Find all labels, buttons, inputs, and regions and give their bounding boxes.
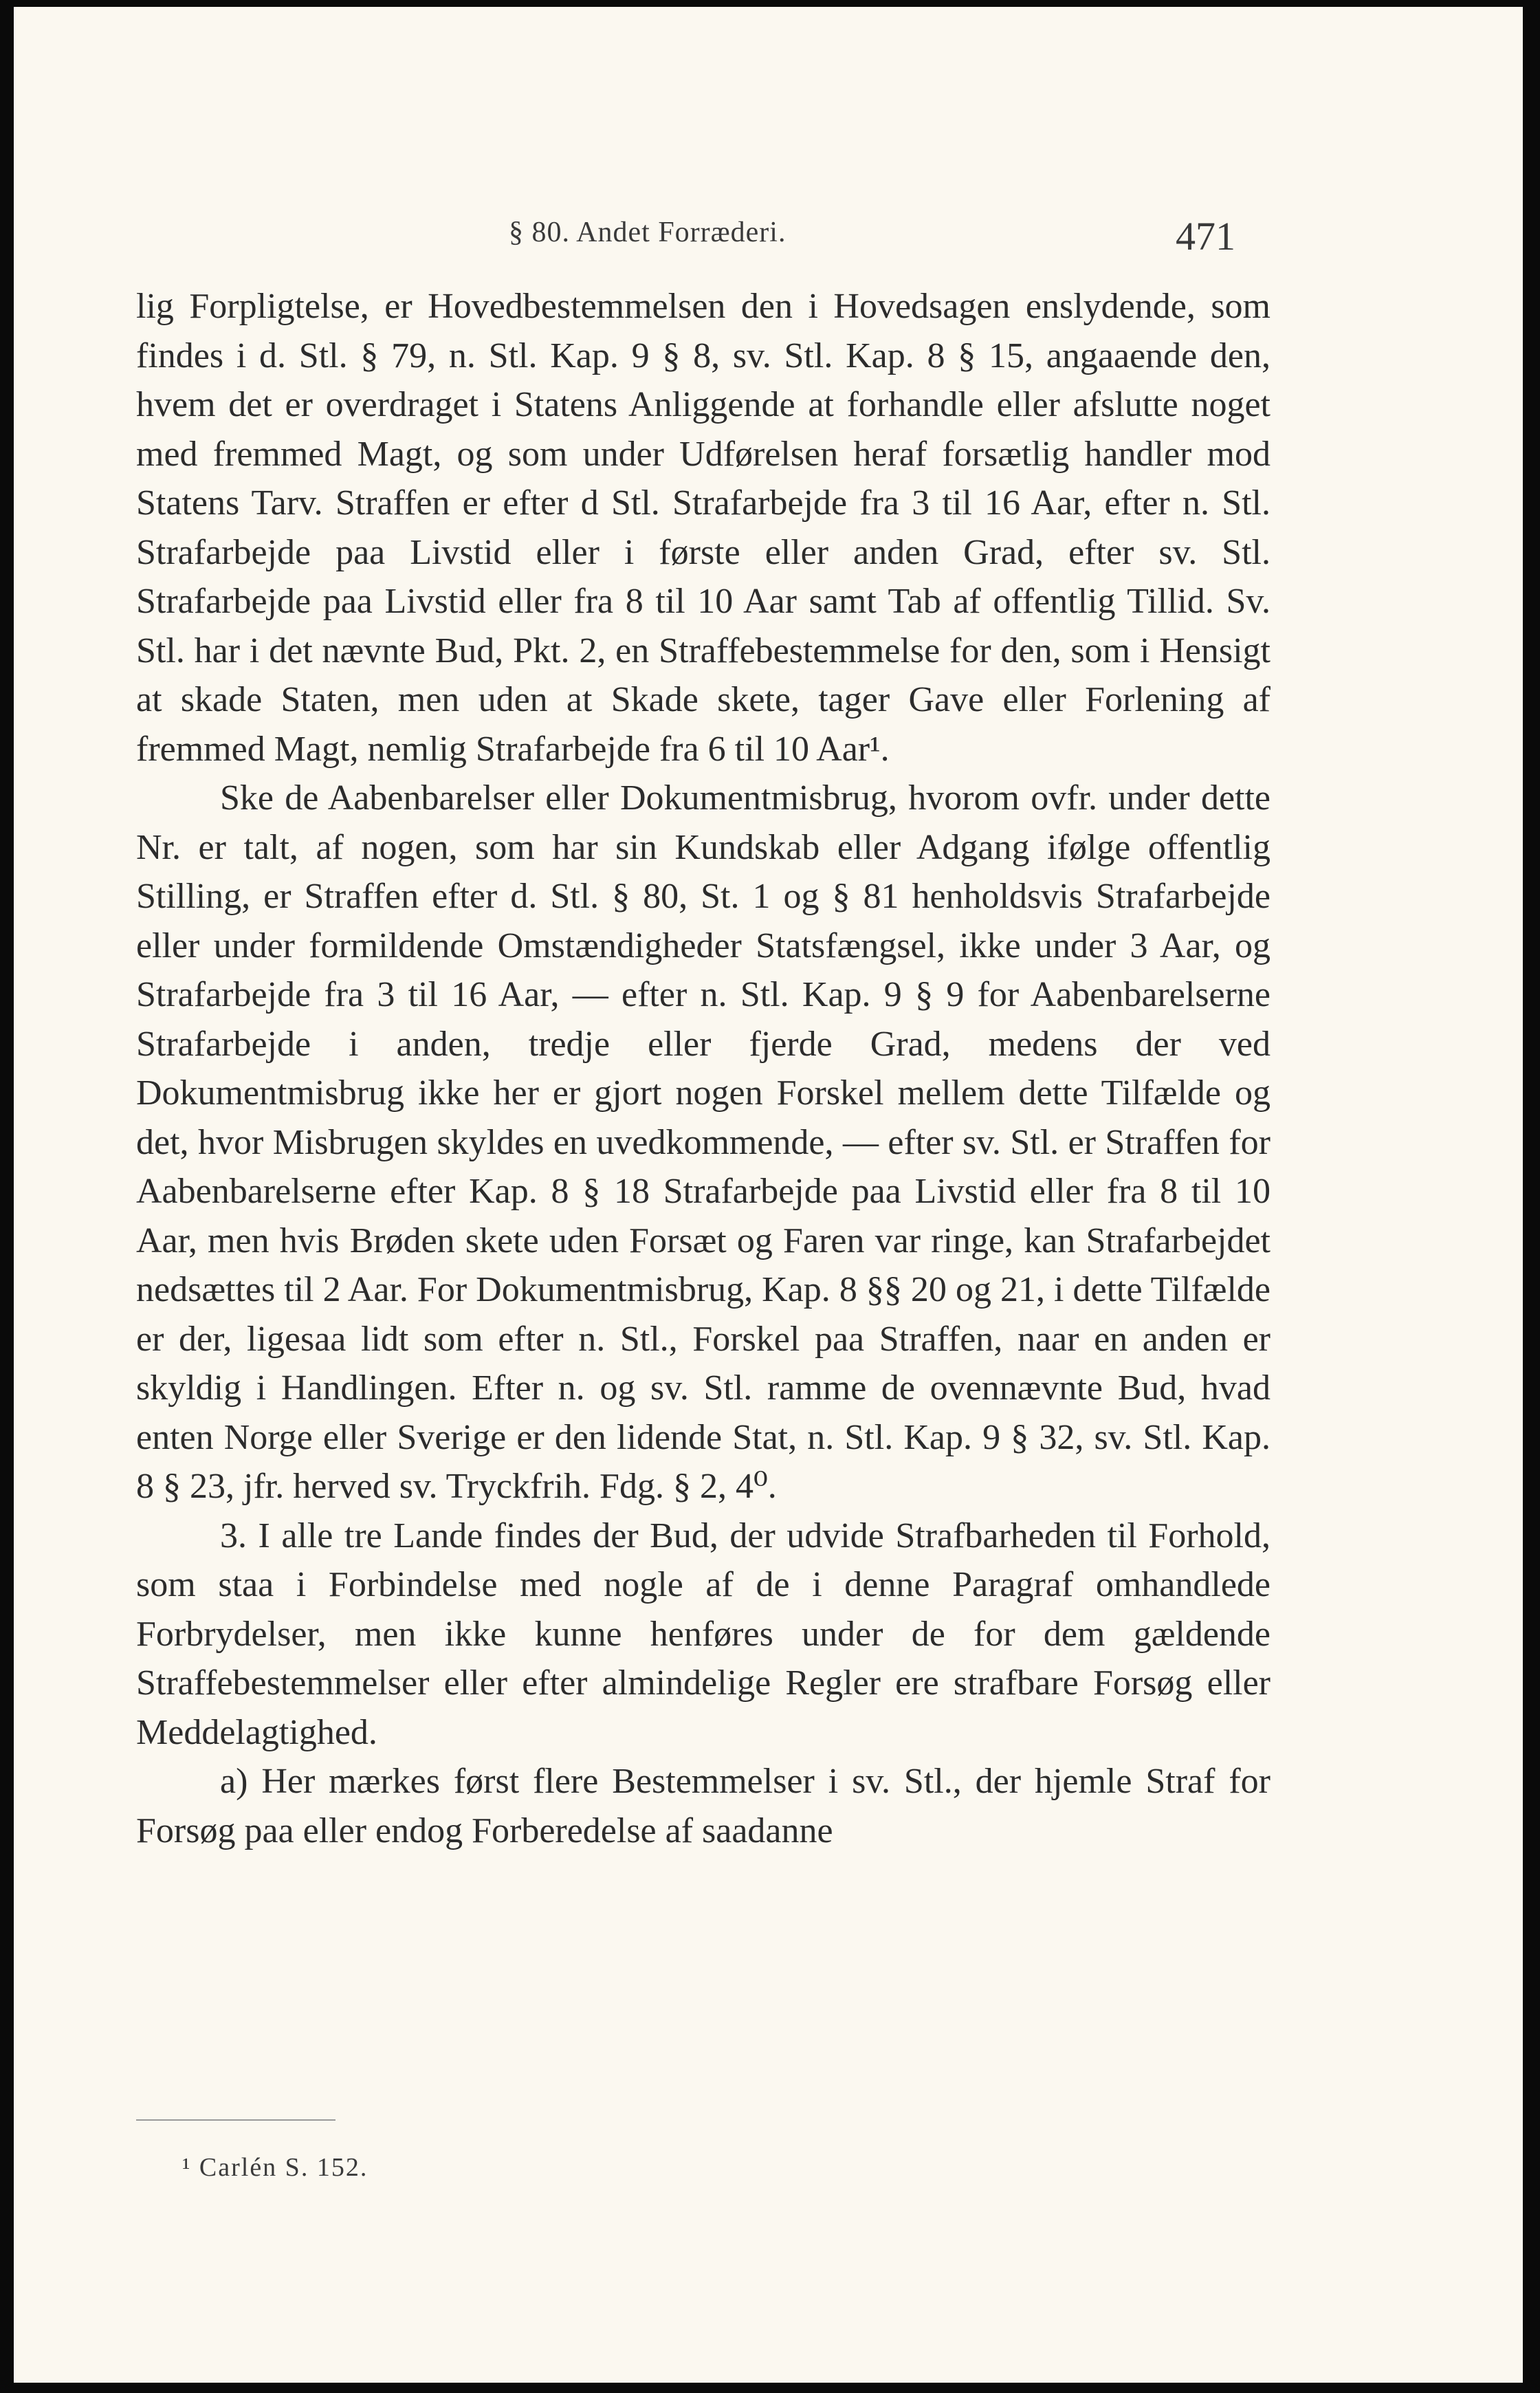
body-text [136, 282, 1270, 1855]
running-header [14, 213, 1523, 268]
footnote: ¹ Carlén S. 152. [182, 2153, 368, 2182]
page-number: 471 [1176, 214, 1235, 259]
footnote-divider [136, 2119, 336, 2121]
section-heading: § 80. Andet Forræderi. [509, 217, 786, 248]
paragraph-continuation: lig Forpligtelse, er Hovedbestemmelsen den i Hovedsagen enslydende, som findes i d. Stl. § 79, n. Stl. Kap. 9 § 8, sv. Stl. Kap. 8 § 15, angaaende den, hvem det er overdraget i Statens Anliggende at forhandle eller afslutte noget med fremmed Magt, og som under Udførelsen heraf forsætlig handler mod Statens Tarv. Straffen er efter d Stl. Strafarbejde fra 3 til 16 Aar, efter n. Stl. Strafarbejde paa Livstid eller i første eller anden Grad, efter sv. Stl. Strafarbejde paa Livstid eller fra 8 til 10 Aar samt Tab af offentlig Tillid. Sv. Stl. har i det nævnte Bud, Pkt. 2, en Straffebestemmelse for den, som i Hensigt at skade Staten, men uden at Skade skete, tager Gave eller Forlening af fremmed Magt, nemlig Strafarbejde fra 6 til 10 Aar¹. [136, 287, 1270, 769]
paragraph: a) Her mærkes først flere Bestemmelser i sv. Stl., der hjemle Straf for Forsøg paa eller endog Forberedelse af saadanne [136, 1762, 1270, 1850]
paragraph: Ske de Aabenbarelser eller Dokumentmisbrug, hvorom ovfr. under dette Nr. er talt, af nogen, som har sin Kundskab eller Adgang ifølge offentlig Stilling, er Straffen efter d. Stl. § 80, St. 1 og § 81 henholdsvis Strafarbejde eller under formildende Omstændigheder Statsfængsel, ikke under 3 Aar, og Strafarbejde fra 3 til 16 Aar, — efter n. Stl. Kap. 9 § 9 for Aabenbarelserne Strafarbejde i anden, tredje eller fjerde Grad, medens der ved Dokumentmisbrug ikke her er gjort nogen Forskel mellem dette Tilfælde og det, hvor Misbrugen skyldes en uvedkommende, — efter sv. Stl. er Straffen for Aabenbarelserne efter Kap. 8 § 18 Strafarbejde paa Livstid eller fra 8 til 10 Aar, men hvis Brøden skete uden Forsæt og Faren var ringe, kan Strafarbejdet nedsættes til 2 Aar. For Dokumentmisbrug, Kap. 8 §§ 20 og 21, i dette Tilfælde er der, ligesaa lidt som efter n. Stl., Forskel paa Straffen, naar en anden er skyldig i Handlingen. Efter n. og sv. Stl. ramme de ovennævnte Bud, hvad enten Norge eller Sverige er den lidende Stat, n. Stl. Kap. 9 § 32, sv. Stl. Kap. 8 § 23, jfr. herved sv. Tryckfrih. Fdg. § 2, 4⁰. [136, 778, 1270, 1506]
paragraph: 3. I alle tre Lande findes der Bud, der udvide Strafbarheden til Forhold, som staa i Forbindelse med nogle af de i denne Paragraf omhandlede Forbrydelser, men ikke kunne henføres under de for dem gældende Straffebestemmelser eller efter almindelige Regler ere strafbare Forsøg eller Meddelagtighed. [136, 1516, 1270, 1752]
book-page [14, 7, 1523, 2383]
